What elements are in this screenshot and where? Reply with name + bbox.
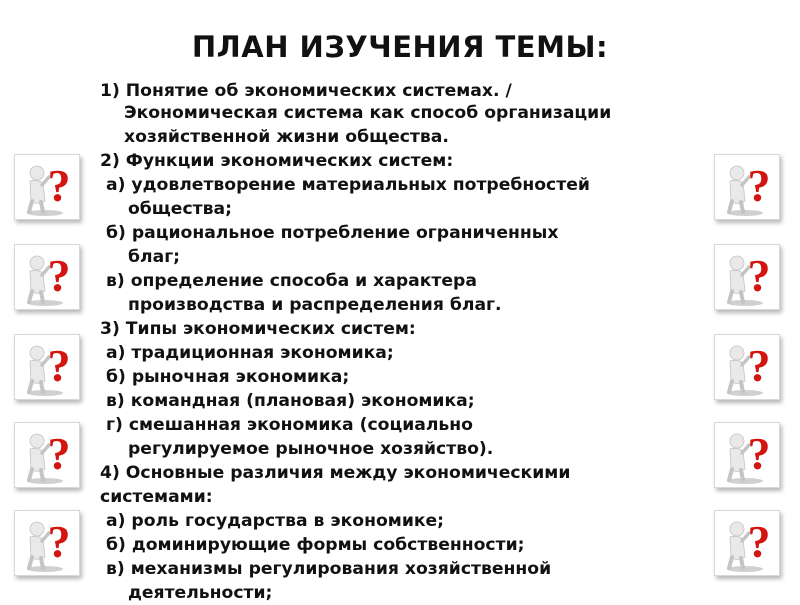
plan-subitem: б) рациональное потребление ограниченных xyxy=(106,223,559,243)
svg-text:?: ? xyxy=(747,160,771,211)
plan-item-1-cont: хозяйственной жизни общества. xyxy=(124,127,449,147)
plan-subitem-cont: производства и распределения благ. xyxy=(128,295,502,315)
svg-text:?: ? xyxy=(47,250,71,301)
question-mark-person-icon xyxy=(14,510,80,576)
svg-text:?: ? xyxy=(47,160,71,211)
svg-text:?: ? xyxy=(47,428,71,479)
question-mark-person-icon xyxy=(714,334,780,400)
plan-subitem: в) определение способа и характера xyxy=(106,271,477,291)
plan-subitem: в) командная (плановая) экономика; xyxy=(106,391,475,411)
question-mark-person-icon xyxy=(14,334,80,400)
question-mark-person-icon xyxy=(714,510,780,576)
plan-subitem: г) смешанная экономика (социально xyxy=(106,415,473,435)
plan-item-4-cont: системами: xyxy=(100,487,213,507)
plan-subitem-cont: регулируемое рыночное хозяйство). xyxy=(128,439,494,459)
svg-text:?: ? xyxy=(47,516,71,567)
plan-item-4: 4) Основные различия между экономическими xyxy=(100,463,571,483)
plan-subitem-cont: благ; xyxy=(128,247,181,267)
question-mark-person-icon xyxy=(714,244,780,310)
svg-text:?: ? xyxy=(747,428,771,479)
plan-subitem: а) традиционная экономика; xyxy=(106,343,394,363)
question-mark-person-icon xyxy=(714,422,780,488)
plan-item-2: 2) Функции экономических систем: xyxy=(100,151,454,171)
plan-subitem-cont: деятельности; xyxy=(128,583,273,603)
question-mark-person-icon xyxy=(714,154,780,220)
plan-item-3: 3) Типы экономических систем: xyxy=(100,319,416,339)
plan-subitem: б) рыночная экономика; xyxy=(106,367,350,387)
plan-subitem: а) роль государства в экономике; xyxy=(106,511,445,531)
svg-text:?: ? xyxy=(747,340,771,391)
svg-text:?: ? xyxy=(747,250,771,301)
slide-title: ПЛАН ИЗУЧЕНИЯ ТЕМЫ: xyxy=(191,30,609,64)
question-mark-person-icon xyxy=(14,244,80,310)
plan-subitem-cont: общества; xyxy=(128,199,232,219)
question-mark-person-icon xyxy=(14,154,80,220)
plan-subitem: в) механизмы регулирования хозяйственной xyxy=(106,559,552,579)
plan-subitem: б) доминирующие формы собственности; xyxy=(106,535,525,555)
plan-item-1-cont: Экономическая система как способ организации xyxy=(124,103,612,123)
question-mark-person-icon xyxy=(14,422,80,488)
plan-subitem: а) удовлетворение материальных потребностей xyxy=(106,175,590,195)
svg-text:?: ? xyxy=(747,516,771,567)
plan-item-1: 1) Понятие об экономических системах. / xyxy=(100,81,512,101)
svg-text:?: ? xyxy=(47,340,71,391)
